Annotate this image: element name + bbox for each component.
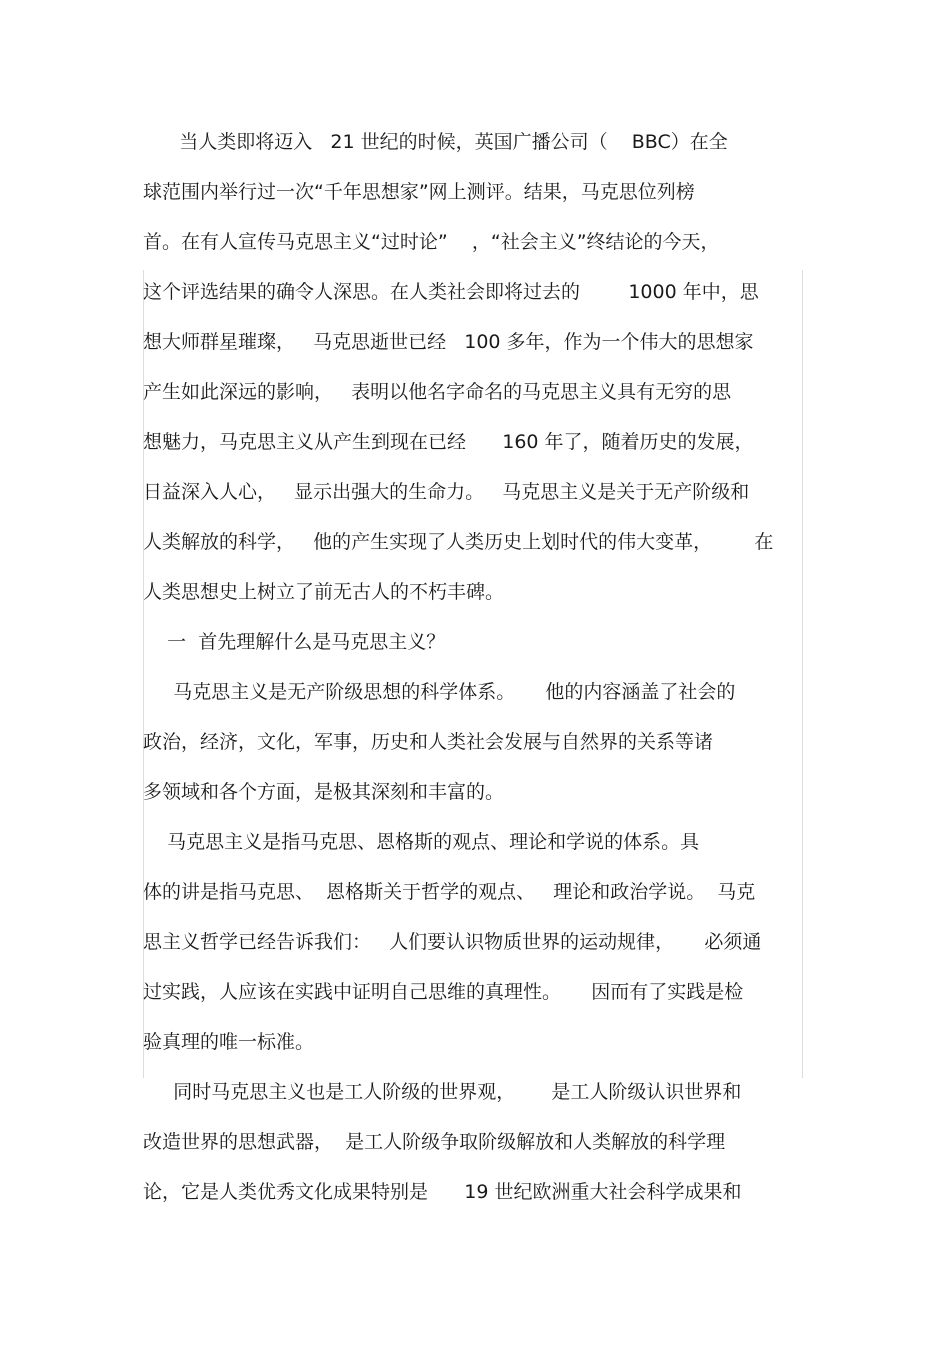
text-line: 球范围内举行过一次“千年思想家”网上测评。结果，马克思位列榜 — [143, 181, 695, 203]
text-line: 论，它是人类优秀文化成果特别是 19 世纪欧洲重大社会科学成果和 — [143, 1181, 742, 1203]
text-line: 改造世界的思想武器， 是工人阶级争取阶级解放和人类解放的科学理 — [143, 1131, 726, 1153]
text-line: 首。在有人宣传马克思主义“过时论” ，“社会主义”终结论的今天， — [143, 231, 720, 253]
text-line: 日益深入人心， 显示出强大的生命力。 马克思主义是关于无产阶级和 — [143, 481, 750, 503]
text-line: 同时马克思主义也是工人阶级的世界观， 是工人阶级认识世界和 — [143, 1081, 742, 1103]
text-line: 想大师群星璀璨， 马克思逝世已经 100 多年，作为一个伟大的思想家 — [143, 331, 754, 353]
text-line: 思主义哲学已经告诉我们： 人们要认识物质世界的运动规律， 必须通 — [143, 931, 762, 953]
section-heading: 一 首先理解什么是马克思主义？ — [143, 631, 446, 653]
text-line: 体的讲是指马克思、 恩格斯关于哲学的观点、 理论和政治学说。 马克 — [143, 881, 756, 903]
text-line: 政治，经济，文化，军事，历史和人类社会发展与自然界的关系等诸 — [143, 731, 714, 753]
text-line: 验真理的唯一标准。 — [143, 1031, 315, 1053]
text-line: 人类解放的科学， 他的产生实现了人类历史上划时代的伟大变革， 在 — [143, 531, 774, 553]
text-line: 马克思主义是无产阶级思想的科学体系。 他的内容涵盖了社会的 — [143, 681, 736, 703]
text-line: 想魅力，马克思主义从产生到现在已经 160 年了，随着历史的发展， — [143, 431, 754, 453]
text-line: 这个评选结果的确令人深思。在人类社会即将过去的 1000 年中，思 — [143, 281, 759, 303]
text-line: 马克思主义是指马克思、恩格斯的观点、理论和学说的体系。具 — [143, 831, 700, 853]
text-line: 过实践，人应该在实践中证明自己思维的真理性。 因而有了实践是检 — [143, 981, 744, 1003]
text-line: 产生如此深远的影响， 表明以他名字命名的马克思主义具有无穷的思 — [143, 381, 732, 403]
text-line: 多领域和各个方面，是极其深刻和丰富的。 — [143, 781, 505, 803]
text-line: 当人类即将迈入 21 世纪的时候，英国广播公司（ BBC）在全 — [143, 131, 728, 153]
text-line: 人类思想史上树立了前无古人的不朽丰碑。 — [143, 581, 505, 603]
